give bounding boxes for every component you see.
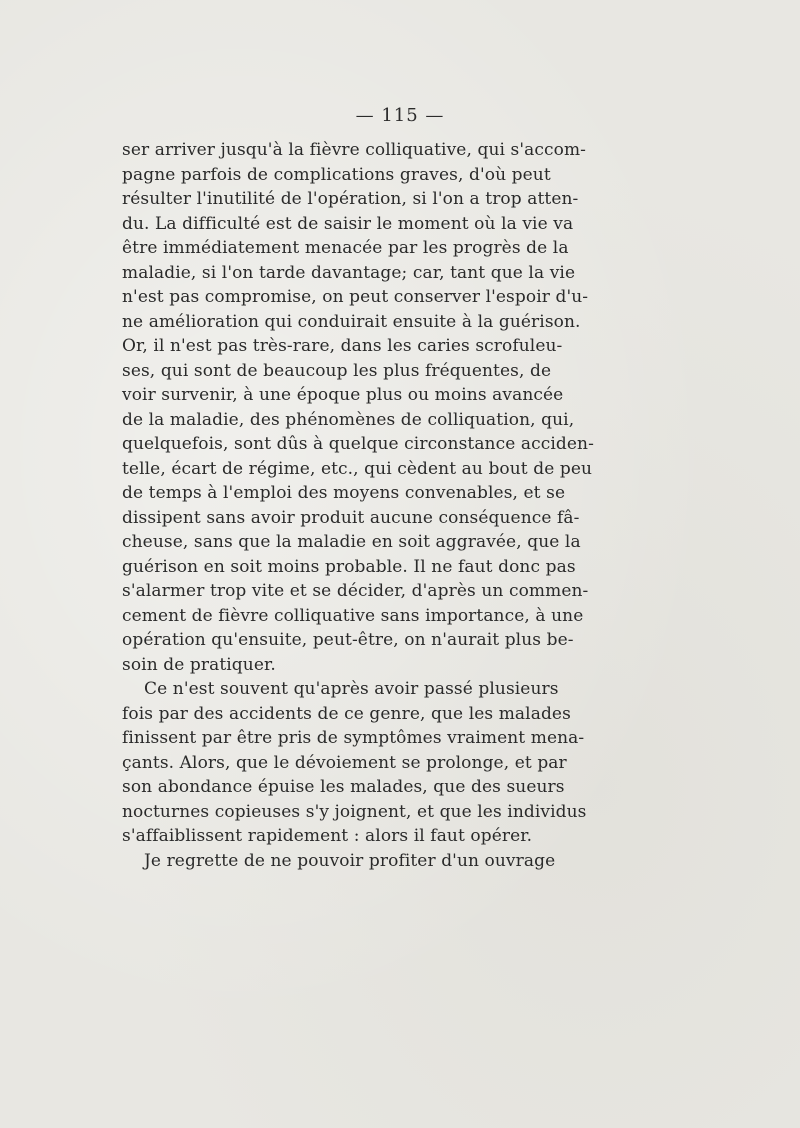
text-line: soin de pratiquer. (122, 654, 276, 675)
text-line: ser arriver jusqu'à la fièvre colliquative, qui s'accom- (122, 140, 587, 160)
paragraph-2 (122, 677, 587, 849)
text-line: maladie, si l'on tarde davantage; car, tant que la vie (122, 262, 576, 283)
text-line: de temps à l'emploi des moyens convenables, et se (122, 483, 566, 503)
page-number: — 115 — (355, 105, 445, 126)
text-line: Je regrette de ne pouvoir profiter d'un ouvrage (144, 850, 556, 871)
text-line: Ce n'est souvent qu'après avoir passé plusieurs (144, 679, 559, 699)
text-line: son abondance épuise les malades, que des sueurs (122, 777, 565, 797)
text-line: Or, il n'est pas très-rare, dans les caries scrofuleu- (122, 336, 563, 356)
body-text (122, 138, 594, 873)
text-line: fois par des accidents de ce genre, que les malades (122, 703, 571, 724)
text-line: nocturnes copieuses s'y joignent, et que les individus (122, 801, 587, 822)
text-line: opération qu'ensuite, peut-être, on n'aurait plus be- (122, 630, 574, 650)
text-line: dissipent sans avoir produit aucune conséquence fâ- (122, 507, 580, 528)
text-line: telle, écart de régime, etc., qui cèdent au bout de peu (122, 458, 593, 479)
text-line: cement de fièvre colliquative sans importance, à une (122, 605, 584, 626)
text-line: n'est pas compromise, on peut conserver l'espoir d'u- (122, 287, 589, 307)
text-line: ses, qui sont de beaucoup les plus fréquentes, de (122, 360, 552, 381)
text-line: ne amélioration qui conduirait ensuite à la guérison. (122, 311, 581, 332)
text-line: çants. Alors, que le dévoiement se prolonge, et par (122, 752, 567, 773)
text-line: de la maladie, des phénomènes de colliquation, qui, (122, 409, 575, 430)
paragraph-3 (122, 849, 556, 874)
text-line: s'alarmer trop vite et se décider, d'après un commen- (122, 581, 589, 601)
text-line: s'affaiblissent rapidement : alors il faut opérer. (122, 826, 533, 846)
text-line: voir survenir, à une époque plus ou moins avancée (122, 385, 564, 405)
paragraph-1 (122, 138, 594, 677)
text-line: du. La difficulté est de saisir le moment où la vie va (122, 213, 574, 234)
text-line: cheuse, sans que la maladie en soit aggravée, que la (122, 532, 581, 552)
text-line: finissent par être pris de symptômes vraiment mena- (122, 728, 585, 748)
text-line: pagne parfois de complications graves, d'où peut (122, 164, 551, 185)
text-line: résulter l'inutilité de l'opération, si l'on a trop atten- (122, 189, 579, 209)
text-line: quelquefois, sont dûs à quelque circonstance acciden- (122, 434, 594, 454)
text-line: guérison en soit moins probable. Il ne faut donc pas (122, 556, 576, 577)
text-line: être immédiatement menacée par les progrès de la (122, 238, 569, 258)
